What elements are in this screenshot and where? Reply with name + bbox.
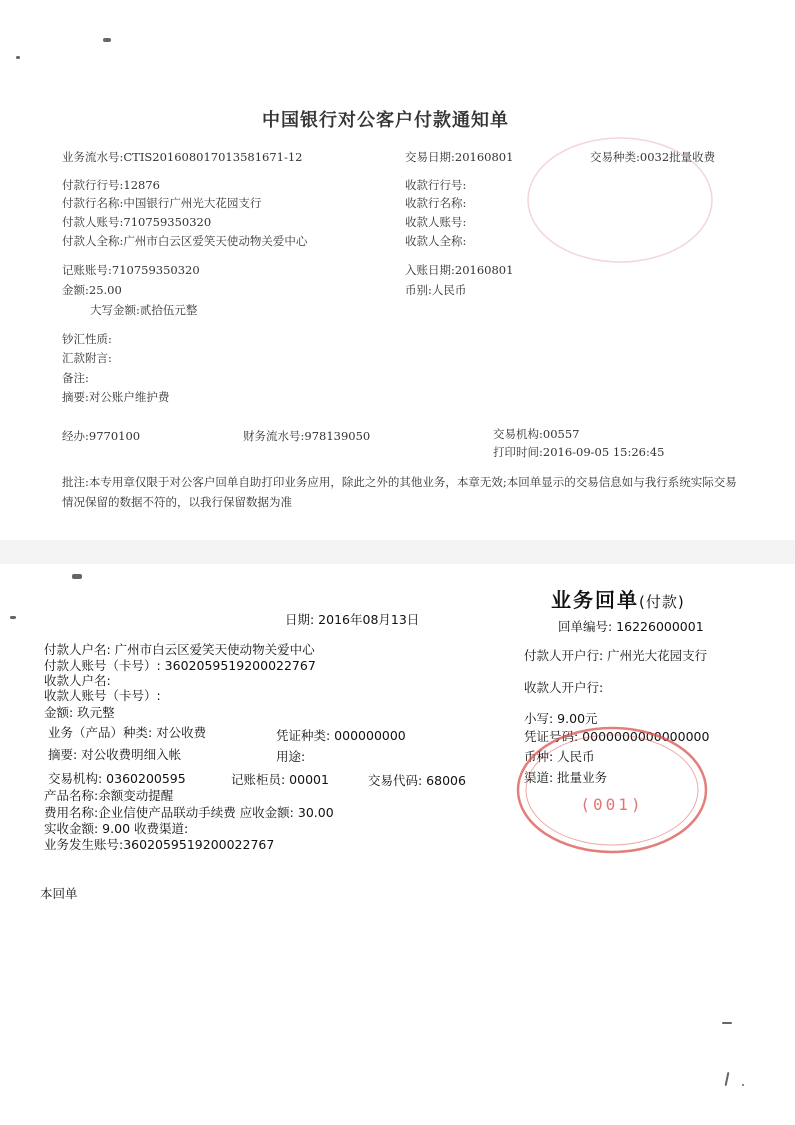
notice-payer-account: 付款人账号:710759350320 bbox=[62, 215, 212, 229]
notice-remark: 备注: bbox=[62, 371, 89, 385]
notice-summary: 摘要:对公账户维护费 bbox=[62, 390, 170, 404]
receipt-trade-org: 交易机构: 0360200595 bbox=[48, 771, 186, 786]
notice-serial: 业务流水号:CTIS201608017013581671-12 bbox=[62, 150, 303, 164]
receipt-teller: 记账柜员: 00001 bbox=[231, 772, 329, 787]
receipt-product-name: 产品名称:余额变动提醒 bbox=[44, 788, 174, 803]
receipt-paid-amount: 实收金额: 9.00 收费渠道: bbox=[44, 821, 189, 836]
faint-seal-stamp bbox=[520, 130, 720, 270]
receipt-number: 回单编号: 16226000001 bbox=[558, 619, 704, 634]
bank-seal-stamp bbox=[512, 722, 712, 858]
receipt-payer-bank: 付款人开户行: 广州光大花园支行 bbox=[524, 648, 708, 663]
notice-title: 中国银行对公客户付款通知单 bbox=[262, 110, 509, 131]
receipt-payer-name: 付款人户名: 广州市白云区爱笑天使动物关爱中心 bbox=[44, 642, 315, 657]
notice-payer-bank-name: 付款行名称:中国银行广州光大花园支行 bbox=[62, 196, 262, 210]
receipt-voucher-type: 凭证种类: 000000000 bbox=[276, 728, 406, 743]
receipt-purpose: 用途: bbox=[276, 749, 306, 764]
receipt-channel: 渠道: 批量业务 bbox=[524, 770, 608, 785]
receipt-footer-fragment: 本回单 bbox=[40, 886, 78, 901]
scan-speck bbox=[722, 1022, 732, 1024]
notice-note: 批注:本专用章仅限于对公客户回单自助打印业务应用，除此之外的其他业务，本章无效;本回单显示的交易信息如与我行系统实际交易情况保留的数据不符的，以我行保留数据为准 bbox=[62, 475, 737, 509]
notice-payer-bank-no: 付款行行号:12876 bbox=[62, 178, 160, 192]
notice-amount-words: 大写金额:贰拾伍元整 bbox=[90, 303, 198, 317]
notice-handler: 经办:9770100 bbox=[62, 429, 141, 443]
notice-trade-date: 交易日期:20160801 bbox=[405, 150, 514, 164]
notice-payee-bank-no: 收款行行号: bbox=[405, 178, 467, 192]
receipt-amount-small: 小写: 9.00元 bbox=[524, 711, 598, 726]
receipt-product-type: 业务（产品）种类: 对公收费 bbox=[48, 725, 207, 740]
scan-speck bbox=[725, 1072, 730, 1086]
receipt-trade-code: 交易代码: 68006 bbox=[368, 773, 466, 788]
scan-speck bbox=[103, 38, 111, 42]
notice-trade-type: 交易种类:0032批量收费 bbox=[590, 150, 716, 164]
receipt-title bbox=[551, 590, 685, 610]
notice-currency: 币别:人民币 bbox=[405, 283, 467, 297]
receipt-biz-account: 业务发生账号:3602059519200022767 bbox=[44, 837, 275, 852]
receipt-fee-name: 费用名称:企业信使产品联动手续费 应收金额: 30.00 bbox=[44, 805, 334, 820]
receipt-payer-account: 付款人账号（卡号）: 3602059519200022767 bbox=[44, 658, 316, 673]
notice-payee-bank-name: 收款行名称: bbox=[405, 196, 467, 210]
notice-payee-account: 收款人账号: bbox=[405, 215, 467, 229]
notice-post-date: 入账日期:20160801 bbox=[405, 263, 514, 277]
receipt-payee-name: 收款人户名: bbox=[44, 673, 111, 688]
paper-edge-band bbox=[0, 540, 795, 564]
notice-remit-attach: 汇款附言: bbox=[62, 351, 112, 365]
receipt-voucher-no: 凭证号码: 0000000000000000 bbox=[524, 729, 710, 744]
scan-speck bbox=[16, 56, 20, 59]
receipt-title-suffix: (付款) bbox=[639, 593, 685, 611]
notice-book-account: 记账账号:710759350320 bbox=[62, 263, 200, 277]
receipt-payee-bank: 收款人开户行: bbox=[524, 680, 604, 695]
receipt-amount-words: 金额: 玖元整 bbox=[44, 705, 115, 720]
receipt-date: 日期: 2016年08月13日 bbox=[285, 612, 420, 627]
notice-payee-name: 收款人全称: bbox=[405, 234, 467, 248]
notice-amount: 金额:25.00 bbox=[62, 283, 122, 297]
notice-print-time: 打印时间:2016-09-05 15:26:45 bbox=[493, 445, 665, 459]
seal-code: (001) bbox=[580, 795, 644, 814]
receipt-title-text: 业务回单 bbox=[551, 588, 639, 612]
notice-payer-name: 付款人全称:广州市白云区爱笑天使动物关爱中心 bbox=[62, 234, 308, 248]
receipt-currency: 币种: 人民币 bbox=[524, 749, 595, 764]
scan-speck bbox=[10, 616, 16, 619]
scan-speck bbox=[742, 1084, 744, 1086]
notice-remit-nature: 钞汇性质: bbox=[62, 332, 112, 346]
scan-speck bbox=[72, 574, 82, 579]
notice-finance-serial: 财务流水号:978139050 bbox=[243, 429, 371, 443]
receipt-summary: 摘要: 对公收费明细入帐 bbox=[48, 747, 182, 762]
receipt-payee-account: 收款人账号（卡号）: bbox=[44, 688, 161, 703]
notice-trade-org: 交易机构:00557 bbox=[493, 427, 580, 441]
